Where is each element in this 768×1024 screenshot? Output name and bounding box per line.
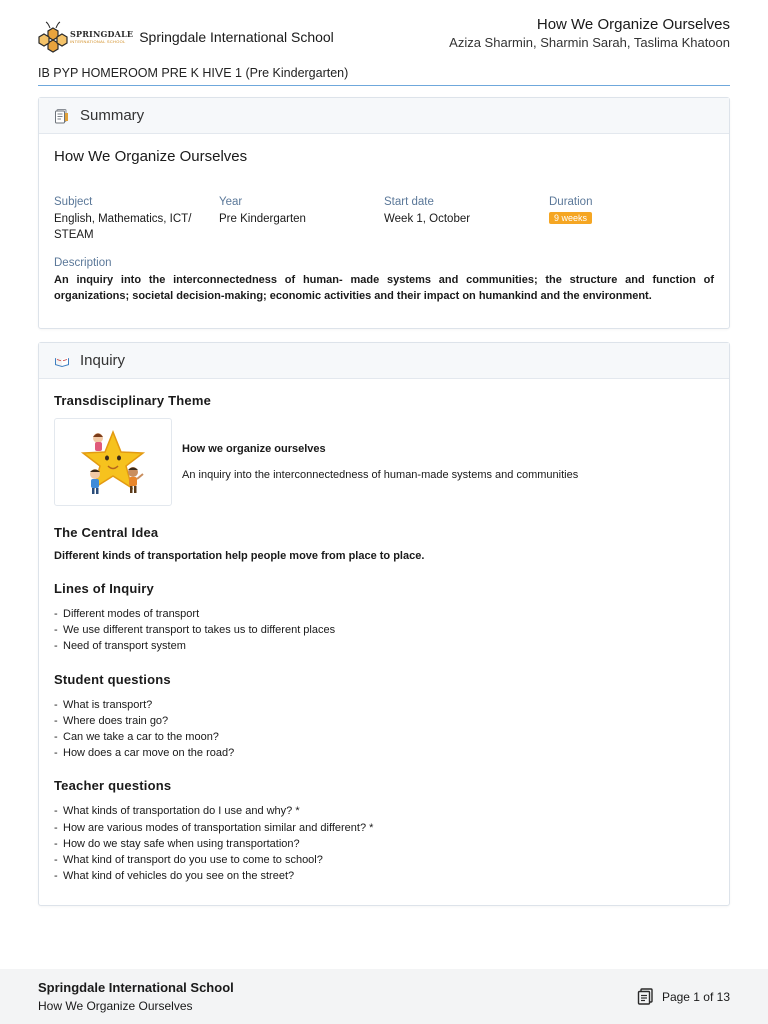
school-brand [38,20,334,54]
page-header [38,16,730,60]
list-item: - How does a car move on the road? [54,745,714,761]
list-item: - What kind of transport do you use to come to school? [54,852,714,868]
footer-unit-title: How We Organize Ourselves [38,999,193,1013]
student-questions-heading: Student questions [54,671,171,687]
list-item: - What kinds of transportation do I use and why? * [54,803,714,819]
list-item: - What kind of vehicles do you see on the street? [54,868,714,884]
star-children-illustration-icon [73,426,153,498]
central-idea-heading: The Central Idea [54,525,159,540]
list-item: - Where does train go? [54,713,714,729]
school-logo [38,20,133,54]
subject-value: English, Mathematics, ICT/ STEAM [54,213,192,241]
list-item: - Different modes of transport [54,606,714,622]
description-label: Description [54,257,112,269]
summary-header [39,98,729,134]
year-value: Pre Kindergarten [219,213,306,225]
duration-badge: 9 weeks [549,212,592,224]
theme-description: An inquiry into the interconnectedness of human-made systems and communities [182,469,579,481]
list-item: - How do we stay safe when using transportation? [54,836,714,852]
logo-wordmark: SPRINGDALE [70,29,134,39]
page-number: Page 1 of 13 [661,989,730,1004]
inquiry-header [39,343,729,379]
summary-unit-title: How We Organize Ourselves [54,148,248,165]
lines-of-inquiry-heading: Lines of Inquiry [54,581,154,596]
inquiry-heading: Inquiry [80,352,126,369]
year-field [219,196,384,243]
summary-meta [54,196,714,243]
document-notes-icon [54,108,70,124]
theme-row [54,418,714,506]
class-line: IB PYP HOMEROOM PRE K HIVE 1 (Pre Kindergarten) [38,66,349,80]
teacher-questions-list [54,803,714,884]
list-item: - How are various modes of transportation similar and different? * [54,820,714,836]
central-idea-text: Different kinds of transportation help people move from place to place. [54,550,425,562]
list-item: - Can we take a car to the moon? [54,729,714,745]
logo-subtext: INTERNATIONAL SCHOOL [70,39,126,44]
teacher-questions-heading: Teacher questions [54,778,172,794]
summary-card [38,97,730,329]
start-date-label: Start date [384,196,434,208]
year-label: Year [219,196,243,208]
student-questions-list [54,697,714,762]
honeycomb-bee-logo-icon [38,20,68,54]
header-authors: Aziza Sharmin, Sharmin Sarah, Taslima Khatoon [449,35,730,50]
theme-illustration [54,418,172,506]
open-book-icon [54,353,70,369]
subject-label: Subject [54,196,93,208]
school-name: Springdale International School [139,29,334,45]
inquiry-card [38,342,730,906]
start-date-field [384,196,549,243]
summary-heading: Summary [80,107,145,124]
theme-name: How we organize ourselves [182,443,326,455]
page-footer [0,969,768,1024]
page-indicator [637,988,730,1005]
description-text: An inquiry into the interconnectedness of human- made systems and communities; the structure and function of organizations; societal decision-making; economic activities and their impact on humankind and the environment. [54,274,714,302]
footer-school-name: Springdale International School [38,980,234,995]
duration-label: Duration [549,196,593,208]
list-item: - We use different transport to takes us to different places [54,622,714,638]
list-item: - What is transport? [54,697,714,713]
start-date-value: Week 1, October [384,213,471,225]
subject-field [54,196,219,243]
header-divider [38,85,730,86]
theme-heading: Transdisciplinary Theme [54,393,212,408]
header-unit-title: How We Organize Ourselves [536,16,730,33]
lines-of-inquiry-list [54,606,714,655]
pages-icon [637,988,654,1005]
duration-field [549,196,714,243]
list-item: - Need of transport system [54,638,714,654]
